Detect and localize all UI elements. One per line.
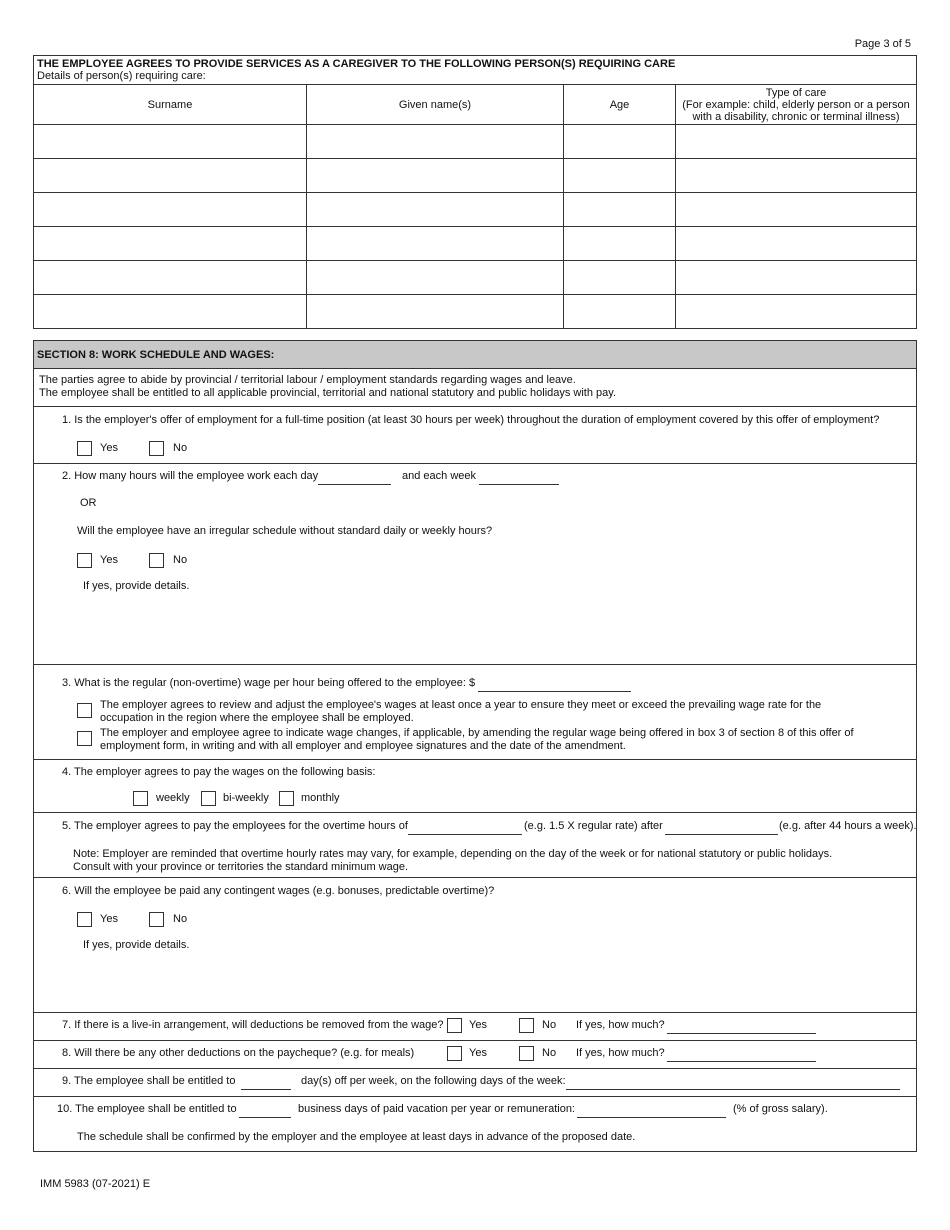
table-row <box>34 295 917 329</box>
intro-line-1: The parties agree to abide by provincial / territorial labour / employment standards regarding wages and leave. <box>39 374 576 386</box>
q2-yes-label: Yes <box>100 554 118 566</box>
divider <box>33 1068 917 1069</box>
monthly-checkbox[interactable] <box>279 791 294 806</box>
q9-text: 9. The employee shall be entitled to <box>62 1075 236 1087</box>
q1-yes-label: Yes <box>100 442 118 454</box>
q7-yes-checkbox[interactable] <box>447 1018 462 1033</box>
care-subheading: Details of person(s) requiring care: <box>37 70 206 82</box>
section-8-title: SECTION 8: WORK SCHEDULE AND WAGES: <box>34 341 916 369</box>
q7-yes-label: Yes <box>469 1019 487 1031</box>
q8-no-checkbox[interactable] <box>519 1046 534 1061</box>
q3-review-line-1: The employer agrees to review and adjust the employee's wages at least once a year to ensure they meet or exceed the prevailing wage rate for the <box>100 699 822 711</box>
q3-review-checkbox[interactable] <box>77 703 92 718</box>
age-field[interactable] <box>564 193 676 227</box>
vacation-days-input[interactable] <box>239 1117 291 1118</box>
table-row <box>34 125 917 159</box>
age-field[interactable] <box>564 227 676 261</box>
q5-note-1: Note: Employer are reminded that overtime hourly rates may vary, for example, depending on the day of the week or for national statutory or public holidays. <box>73 848 833 860</box>
given-name-field[interactable] <box>307 295 564 329</box>
divider <box>33 463 917 464</box>
q10-gross-label: (% of gross salary). <box>733 1103 828 1115</box>
divider <box>33 877 917 878</box>
schedule-note: The schedule shall be confirmed by the employer and the employee at least days in advance of the proposed date. <box>77 1131 636 1143</box>
q8-yes-checkbox[interactable] <box>447 1046 462 1061</box>
overtime-after-input[interactable] <box>665 834 778 835</box>
type-field[interactable] <box>676 159 917 193</box>
days-of-week-input[interactable] <box>566 1089 900 1090</box>
page-number: Page 3 of 5 <box>854 38 911 50</box>
col-type-line3: with a disability, chronic or terminal illness) <box>692 110 900 123</box>
given-name-field[interactable] <box>307 159 564 193</box>
q4-text: 4. The employer agrees to pay the wages on the following basis: <box>62 766 376 778</box>
q6-yes-checkbox[interactable] <box>77 912 92 927</box>
hours-per-week-input[interactable] <box>479 484 559 485</box>
care-heading: THE EMPLOYEE AGREES TO PROVIDE SERVICES AS A CAREGIVER TO THE FOLLOWING PERSON(S) REQUIRING CARE <box>37 58 676 70</box>
q2-details-label: If yes, provide details. <box>83 580 190 592</box>
weekly-label: weekly <box>156 792 190 804</box>
biweekly-checkbox[interactable] <box>201 791 216 806</box>
q2-details-field[interactable] <box>83 596 903 660</box>
q2-yes-checkbox[interactable] <box>77 553 92 568</box>
q2-week-label: and each week <box>402 470 476 482</box>
q7-how-much-label: If yes, how much? <box>576 1019 665 1031</box>
q8-amount-input[interactable] <box>667 1061 816 1062</box>
q5-text: 5. The employer agrees to pay the employees for the overtime hours of <box>62 820 408 832</box>
table-row <box>34 261 917 295</box>
q2-no-checkbox[interactable] <box>149 553 164 568</box>
overtime-rate-input[interactable] <box>408 834 522 835</box>
surname-field[interactable] <box>34 295 307 329</box>
q1-no-checkbox[interactable] <box>149 441 164 456</box>
q2-or: OR <box>80 497 97 509</box>
col-type-title: Type of care <box>765 86 827 99</box>
vacation-percent-input[interactable] <box>577 1117 726 1118</box>
q3-review-line-2: occupation in the region where the employee shall be employed. <box>100 712 414 724</box>
q3-text: 3. What is the regular (non-overtime) wage per hour being offered to the employee: $ <box>62 677 476 689</box>
q1-yes-checkbox[interactable] <box>77 441 92 456</box>
q6-yes-label: Yes <box>100 913 118 925</box>
surname-field[interactable] <box>34 159 307 193</box>
q6-no-checkbox[interactable] <box>149 912 164 927</box>
type-field[interactable] <box>676 227 917 261</box>
given-name-field[interactable] <box>307 227 564 261</box>
divider <box>33 759 917 760</box>
divider <box>33 1096 917 1097</box>
given-name-field[interactable] <box>307 125 564 159</box>
q10-vacation-label: business days of paid vacation per year or remuneration: <box>298 1103 575 1115</box>
q3-amend-line-1: The employer and employee agree to indicate wage changes, if applicable, by amending the regular wage being offered in box 3 of section 8 of this offer of <box>100 727 854 739</box>
table-row <box>34 227 917 261</box>
q5-note-2: Consult with your province or territories the standard minimum wage. <box>73 861 409 873</box>
q6-no-label: No <box>173 913 188 925</box>
col-type-line2: (For example: child, elderly person or a person <box>682 98 910 111</box>
q1-text: 1. Is the employer's offer of employment for a full-time position (at least 30 hours per week) throughout the duration of employment covered by this offer of employment? <box>62 414 880 426</box>
q8-text: 8. Will there be any other deductions on the paycheque? (e.g. for meals) <box>62 1047 415 1059</box>
surname-field[interactable] <box>34 227 307 261</box>
q6-text: 6. Will the employee be paid any contingent wages (e.g. bonuses, predictable overtime)? <box>62 885 495 897</box>
type-field[interactable] <box>676 125 917 159</box>
col-given-names: Given name(s) <box>307 85 564 125</box>
q7-text: 7. If there is a live-in arrangement, will deductions be removed from the wage? <box>62 1019 444 1031</box>
q2-text: 2. How many hours will the employee work each day <box>62 470 319 482</box>
intro-line-2: The employee shall be entitled to all applicable provincial, territorial and national statutory and public holidays with pay. <box>39 387 617 399</box>
q1-no-label: No <box>173 442 188 454</box>
monthly-label: monthly <box>301 792 340 804</box>
given-name-field[interactable] <box>307 261 564 295</box>
q7-no-label: No <box>542 1019 557 1031</box>
age-field[interactable] <box>564 125 676 159</box>
hours-per-day-input[interactable] <box>318 484 391 485</box>
age-field[interactable] <box>564 261 676 295</box>
type-field[interactable] <box>676 193 917 227</box>
q9-days-label: day(s) off per week, on the following days of the week: <box>301 1075 566 1087</box>
q3-amend-line-2: employment form, in writing and with all employer and employee signatures and the date of the amendment. <box>100 740 626 752</box>
col-type-of-care <box>676 85 917 125</box>
q7-no-checkbox[interactable] <box>519 1018 534 1033</box>
table-row <box>34 193 917 227</box>
q8-how-much-label: If yes, how much? <box>576 1047 665 1059</box>
q6-details-field[interactable] <box>83 955 903 1007</box>
divider <box>33 664 917 665</box>
q6-details-label: If yes, provide details. <box>83 939 190 951</box>
weekly-checkbox[interactable] <box>133 791 148 806</box>
days-off-input[interactable] <box>241 1089 291 1090</box>
q7-amount-input[interactable] <box>667 1033 816 1034</box>
divider <box>33 1040 917 1041</box>
biweekly-label: bi-weekly <box>223 792 269 804</box>
age-field[interactable] <box>564 295 676 329</box>
table-row <box>34 159 917 193</box>
surname-field[interactable] <box>34 261 307 295</box>
q10-text: 10. The employee shall be entitled to <box>57 1103 237 1115</box>
divider <box>33 406 917 407</box>
divider <box>33 368 917 369</box>
surname-field[interactable] <box>34 193 307 227</box>
q5-rate-label: (e.g. 1.5 X regular rate) after <box>524 820 663 832</box>
divider <box>33 812 917 813</box>
q8-no-label: No <box>542 1047 557 1059</box>
q5-after-label: (e.g. after 44 hours a week). <box>779 820 917 832</box>
col-age: Age <box>564 85 676 125</box>
care-recipients-table <box>33 55 917 329</box>
divider <box>33 1012 917 1013</box>
q3-amend-checkbox[interactable] <box>77 731 92 746</box>
age-field[interactable] <box>564 159 676 193</box>
q2-irregular-text: Will the employee have an irregular schedule without standard daily or weekly hours? <box>77 525 493 537</box>
type-field[interactable] <box>676 261 917 295</box>
type-field[interactable] <box>676 295 917 329</box>
q2-no-label: No <box>173 554 188 566</box>
wage-per-hour-input[interactable] <box>478 691 631 692</box>
surname-field[interactable] <box>34 125 307 159</box>
q8-yes-label: Yes <box>469 1047 487 1059</box>
given-name-field[interactable] <box>307 193 564 227</box>
form-number-footer: IMM 5983 (07-2021) E <box>40 1178 151 1190</box>
col-surname: Surname <box>34 85 307 125</box>
